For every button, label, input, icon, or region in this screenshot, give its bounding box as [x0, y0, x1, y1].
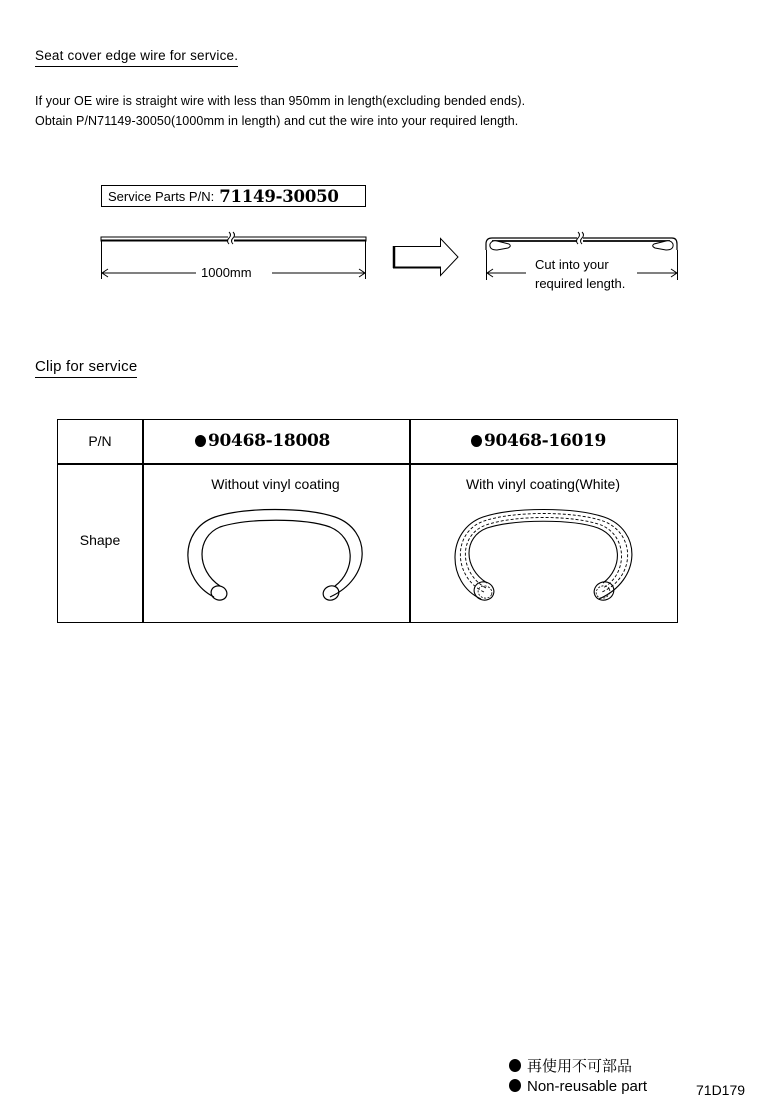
row-header-pn: P/N — [88, 433, 112, 449]
clip-uncoated-drawing — [188, 510, 362, 603]
description-coated: With vinyl coating(White) — [465, 476, 621, 492]
legend-english-text: Non-reusable part — [527, 1078, 648, 1095]
filled-circle-icon — [509, 1079, 521, 1092]
section-heading-edge-wire: Seat cover edge wire for service. — [35, 48, 238, 67]
instruction-line-1: If your OE wire is straight wire with less than 950mm in length(excluding bended ends). — [35, 94, 526, 108]
legend-japanese-text: 再使用不可部品 — [527, 1058, 633, 1075]
figure-code: 71D179 — [696, 1082, 746, 1098]
part-number-text: 90468-16019 — [484, 431, 607, 451]
service-parts-number: 71149-30050 — [219, 186, 339, 206]
cut-label-line-2: required length. — [535, 276, 626, 291]
legend-japanese — [509, 1057, 632, 1077]
clip-vinyl-coated-drawing — [455, 510, 632, 604]
section-heading-clip: Clip for service — [35, 359, 137, 378]
row-header-shape: Shape — [79, 532, 121, 548]
part-number-text: 90468-18008 — [208, 431, 331, 451]
dimension-label: 1000mm — [201, 265, 252, 280]
filled-circle-icon — [509, 1059, 521, 1072]
service-parts-label: Service Parts P/N: — [108, 188, 215, 204]
instruction-line-2: Obtain P/N71149-30050(1000mm in length) and cut the wire into your required length. — [35, 114, 519, 128]
description-uncoated: Without vinyl coating — [211, 476, 340, 492]
cut-label-line-1: Cut into your — [535, 257, 609, 272]
legend-english — [509, 1077, 647, 1097]
